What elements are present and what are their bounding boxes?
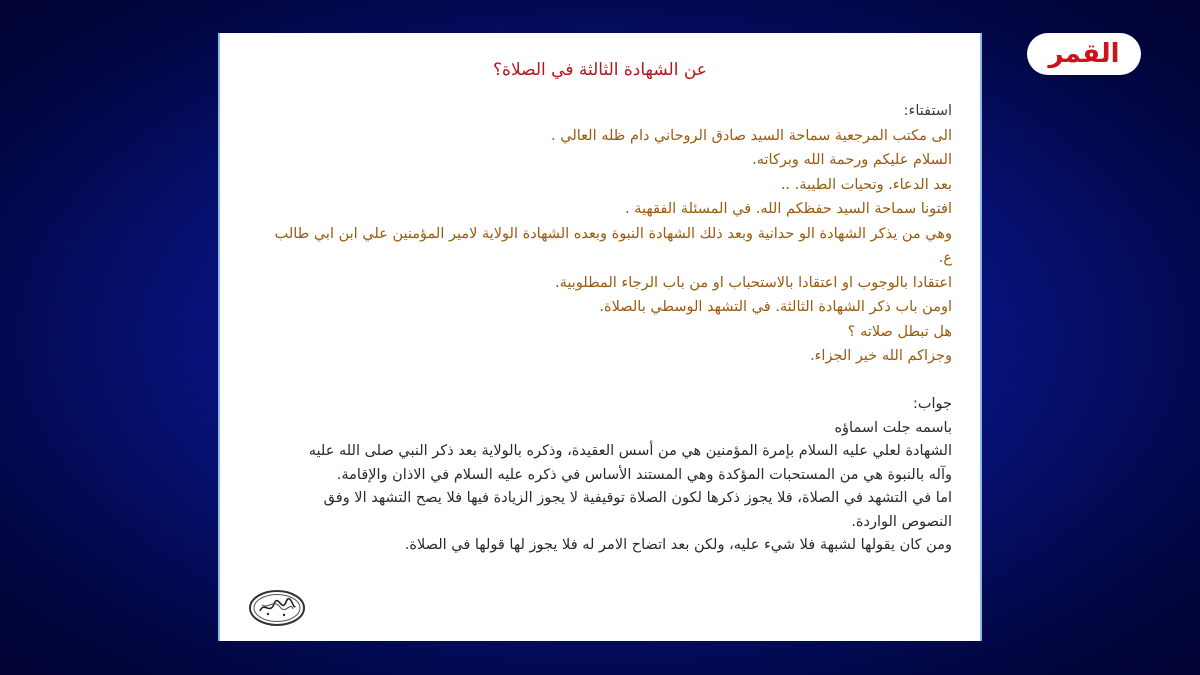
question-section (244, 99, 952, 369)
question-line: اومن باب ذكر الشهادة الثالثة. في التشهد الوسطي بالصلاة. (599, 299, 952, 315)
channel-logo-text: القمر (1048, 39, 1120, 69)
answer-line: باسمه جلت اسماؤه (834, 419, 952, 436)
fatwa-document (218, 33, 982, 641)
question-line: هل تبطل صلاته ؟ (847, 323, 952, 340)
answer-header: جواب: (912, 396, 952, 412)
answer-line: النصوص الواردة. (851, 513, 952, 530)
question-line: وهي من يذكر الشهادة الو حدانية وبعد ذلك الشهادة النبوة وبعده الشهادة الولاية لامير المؤمنين علي ابن ابي طالب (274, 225, 952, 242)
question-line: السلام عليكم ورحمة الله وبركاته. (752, 152, 952, 168)
answer-line: الشهادة لعلي عليه السلام بإمرة المؤمنين هي من أسس العقيدة، وذكره بالولاية بعد ذكر النبي صلى الله عليه (308, 443, 952, 459)
question-line: بعد الدعاء. وتحيات الطيبة. .. (780, 176, 952, 193)
answer-line: اما في التشهد في الصلاة، فلا يجوز ذكرها لكون الصلاة توقيفية لا يجوز الزيادة فيها فلا يصح التشهد الا وفق (323, 490, 952, 506)
question-line: الى مكتب المرجعية سماحة السيد صادق الروحاني دام ظله العالي . (551, 127, 952, 144)
answer-line: ومن كان يقولها لشبهة فلا شيء عليه، ولكن بعد اتضاح الامر له فلا يجوز لها قولها في الصلاة. (404, 537, 952, 553)
question-line: اعتقادا بالوجوب او اعتقادا بالاستحباب او من باب الرجاء المطلوبية. (554, 274, 952, 291)
question-header: استفتاء: (903, 103, 952, 119)
answer-line: وآله بالنبوة هي من المستحبات المؤكدة وهي المستند الأساس في ذكره عليه السلام في الاذان والإقامة. (336, 466, 952, 483)
question-line: افتونا سماحة السيد حفظكم الله. في المسئلة الفقهية . (625, 201, 952, 217)
official-seal-icon (248, 589, 306, 627)
answer-section (244, 393, 952, 558)
document-title: عن الشهادة الثالثة في الصلاة؟ (493, 60, 707, 80)
question-line: ع. (938, 250, 952, 266)
question-line: وجزاكم الله خير الجزاء. (810, 348, 952, 364)
channel-logo (1027, 33, 1141, 75)
